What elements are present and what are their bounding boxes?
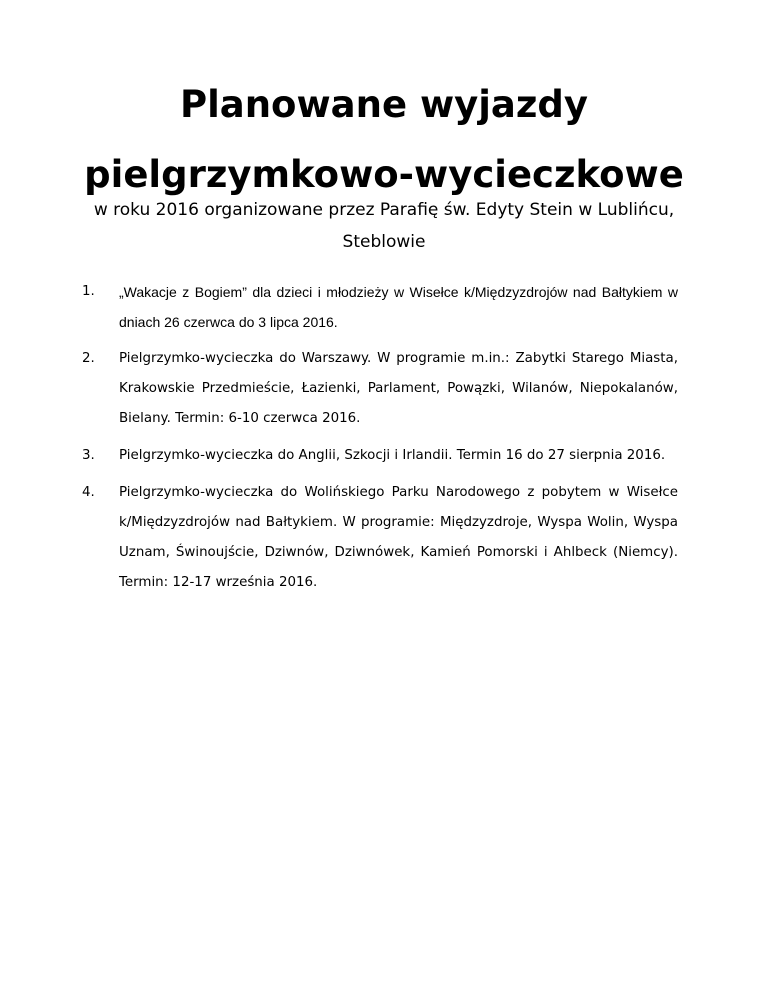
page-title-line-2: pielgrzymkowo-wycieczkowe bbox=[84, 153, 684, 196]
page-subtitle: w roku 2016 organizowane przez Parafię św. Edyty Stein w Lublińcu, Steblowie bbox=[93, 200, 675, 252]
list-item-text: Pielgrzymko-wycieczka do Warszawy. W programie m.in.: Zabytki Starego Miasta, Krakowskie Przedmieście, Łazienki, Parlament, Powązki, Wilanów, Niepokalanów, Bielany. Termin: 6-10 czerwca 2016. bbox=[119, 351, 678, 426]
title-block bbox=[0, 70, 768, 210]
list-item-number: 3. bbox=[82, 448, 95, 463]
list-item-text: „Wakacje z Bogiem” dla dzieci i młodzieży w Wisełce k/Międzyzdrojów nad Bałtykiem w dniach 26 czerwca do 3 lipca 2016. bbox=[119, 284, 678, 330]
page-title-line-1: Planowane wyjazdy bbox=[179, 83, 589, 126]
trip-list bbox=[82, 277, 678, 605]
list-item-number: 2. bbox=[82, 351, 95, 366]
list-item bbox=[82, 441, 678, 471]
list-item-number: 4. bbox=[82, 485, 95, 500]
list-item-text: Pielgrzymko-wycieczka do Wolińskiego Parku Narodowego z pobytem w Wisełce k/Międzyzdrojów nad Bałtykiem. W programie: Międzyzdroje, Wyspa Wolin, Wyspa Uznam, Świnoujście, Dziwnów, Dziwnówek, Kamień Pomorski i Ahlbeck (Niemcy). Termin: 12-17 września 2016. bbox=[119, 485, 678, 590]
list-item bbox=[82, 277, 678, 337]
list-item bbox=[82, 478, 678, 598]
list-item-text: Pielgrzymko-wycieczka do Anglii, Szkocji i Irlandii. Termin 16 do 27 sierpnia 2016. bbox=[119, 448, 666, 463]
list-item-number: 1. bbox=[82, 284, 95, 299]
list-item bbox=[82, 344, 678, 434]
